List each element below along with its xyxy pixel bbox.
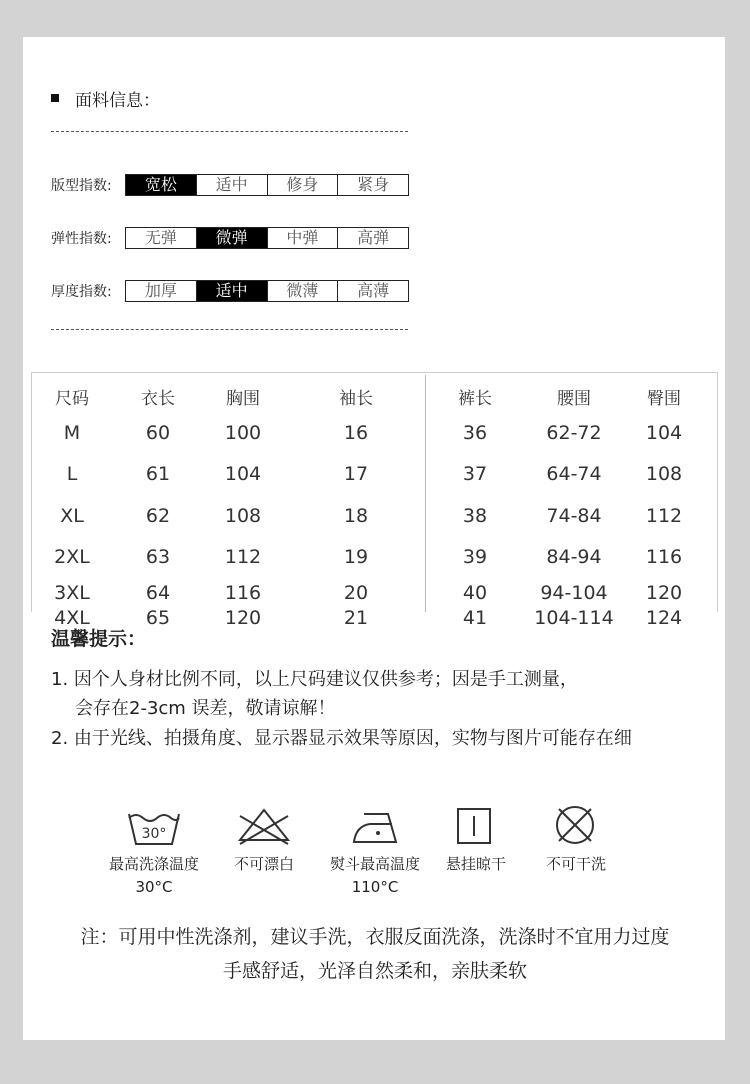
table-cell: 116 (645, 546, 683, 568)
fit-option: 适中 (197, 175, 268, 195)
iron-icon (348, 808, 402, 846)
thickness-index-label: 厚度指数: (51, 284, 112, 300)
thickness-option: 适中 (197, 281, 268, 301)
table-cell: 64 (145, 582, 171, 604)
table-cell: 108 (645, 463, 683, 485)
no-bleach-icon (236, 806, 292, 846)
care-label: 最高洗涤温度 (108, 855, 200, 873)
table-cell: 120 (645, 582, 683, 604)
fit-index-selector (125, 174, 409, 196)
hang-dry-icon (455, 806, 493, 846)
table-divider (425, 375, 426, 612)
elasticity-option: 中弹 (268, 228, 339, 248)
tips-title: 温馨提示： (51, 628, 147, 650)
elasticity-option: 高弹 (357, 228, 390, 247)
table-header-cell: 裤长 (458, 389, 492, 409)
care-sublabel: 30°C (135, 878, 173, 896)
table-cell: 63 (145, 546, 171, 568)
table-cell: 16 (343, 422, 369, 444)
thickness-option: 高薄 (357, 281, 390, 300)
table-cell: 17 (343, 463, 369, 485)
table-cell: 4XL (54, 607, 90, 629)
table-header-cell: 臀围 (647, 389, 681, 409)
elasticity-index-label: 弹性指数: (51, 231, 112, 247)
elasticity-option: 微弹 (197, 228, 268, 248)
fit-index-label: 版型指数: (51, 178, 112, 194)
table-header-cell: 衣长 (141, 389, 175, 409)
svg-text:30°: 30° (141, 826, 167, 842)
table-cell: 112 (645, 505, 683, 527)
table-cell: 120 (224, 607, 262, 629)
elasticity-index-selector (125, 227, 409, 249)
table-cell: 60 (145, 422, 171, 444)
table-cell: XL (60, 505, 84, 527)
wash-30-icon (126, 808, 182, 848)
care-note: 注：可用中性洗涤剂，建议手洗，衣服反面洗涤，洗涤时不宜用力过度 (80, 926, 670, 948)
table-cell: L (66, 463, 78, 485)
table-cell: 100 (224, 422, 262, 444)
care-label: 悬挂晾干 (445, 855, 507, 873)
care-label: 不可干洗 (545, 855, 607, 873)
table-cell: 74-84 (546, 505, 602, 527)
table-cell: 62 (145, 505, 171, 527)
table-cell: 62-72 (546, 422, 602, 444)
care-label: 不可漂白 (233, 855, 295, 873)
table-cell: 41 (462, 607, 488, 629)
fit-option: 宽松 (126, 175, 197, 195)
care-label: 熨斗最高温度 (329, 855, 421, 873)
tip-line: 2. 由于光线、拍摄角度、显示器显示效果等原因，实物与图片可能存在细 (51, 728, 632, 749)
fit-option: 修身 (268, 175, 339, 195)
table-cell: 112 (224, 546, 262, 568)
table-cell: 18 (343, 505, 369, 527)
table-cell: 39 (462, 546, 488, 568)
table-cell: 84-94 (546, 546, 602, 568)
table-cell: 20 (343, 582, 369, 604)
table-cell: 124 (645, 607, 683, 629)
table-cell: 116 (224, 582, 262, 604)
table-header-cell: 袖长 (339, 389, 373, 409)
table-cell: 37 (462, 463, 488, 485)
tip-line: 会存在2-3cm 误差，敬请谅解！ (75, 698, 336, 719)
thickness-index-selector (125, 280, 409, 302)
table-cell: 104-114 (534, 607, 614, 629)
tip-line: 1. 因个人身材比例不同，以上尺码建议仅供参考；因是手工测量， (51, 669, 578, 690)
care-note: 手感舒适，光泽自然柔和，亲肤柔软 (222, 960, 527, 982)
table-cell: 19 (343, 546, 369, 568)
care-sublabel: 110°C (351, 878, 399, 896)
size-table (31, 372, 718, 612)
table-cell: 104 (224, 463, 262, 485)
table-cell: 64-74 (546, 463, 602, 485)
table-cell: 3XL (54, 582, 90, 604)
bullet-square-icon (51, 94, 59, 102)
table-cell: 61 (145, 463, 171, 485)
table-header-cell: 腰围 (557, 389, 591, 409)
table-cell: 38 (462, 505, 488, 527)
table-cell: 65 (145, 607, 171, 629)
table-cell: 108 (224, 505, 262, 527)
table-cell: M (63, 422, 81, 444)
divider (51, 131, 408, 132)
table-cell: 36 (462, 422, 488, 444)
table-cell: 21 (343, 607, 369, 629)
table-header-cell: 胸围 (226, 389, 260, 409)
table-header-cell: 尺码 (55, 389, 89, 409)
table-cell: 94-104 (540, 582, 608, 604)
table-cell: 104 (645, 422, 683, 444)
no-dry-clean-icon (553, 803, 597, 847)
table-cell: 40 (462, 582, 488, 604)
table-cell: 2XL (54, 546, 90, 568)
thickness-option: 加厚 (126, 281, 197, 301)
fit-option: 紧身 (357, 175, 390, 194)
fabric-title: 面料信息： (75, 91, 160, 111)
divider (51, 329, 408, 330)
elasticity-option: 无弹 (126, 228, 197, 248)
thickness-option: 微薄 (268, 281, 339, 301)
